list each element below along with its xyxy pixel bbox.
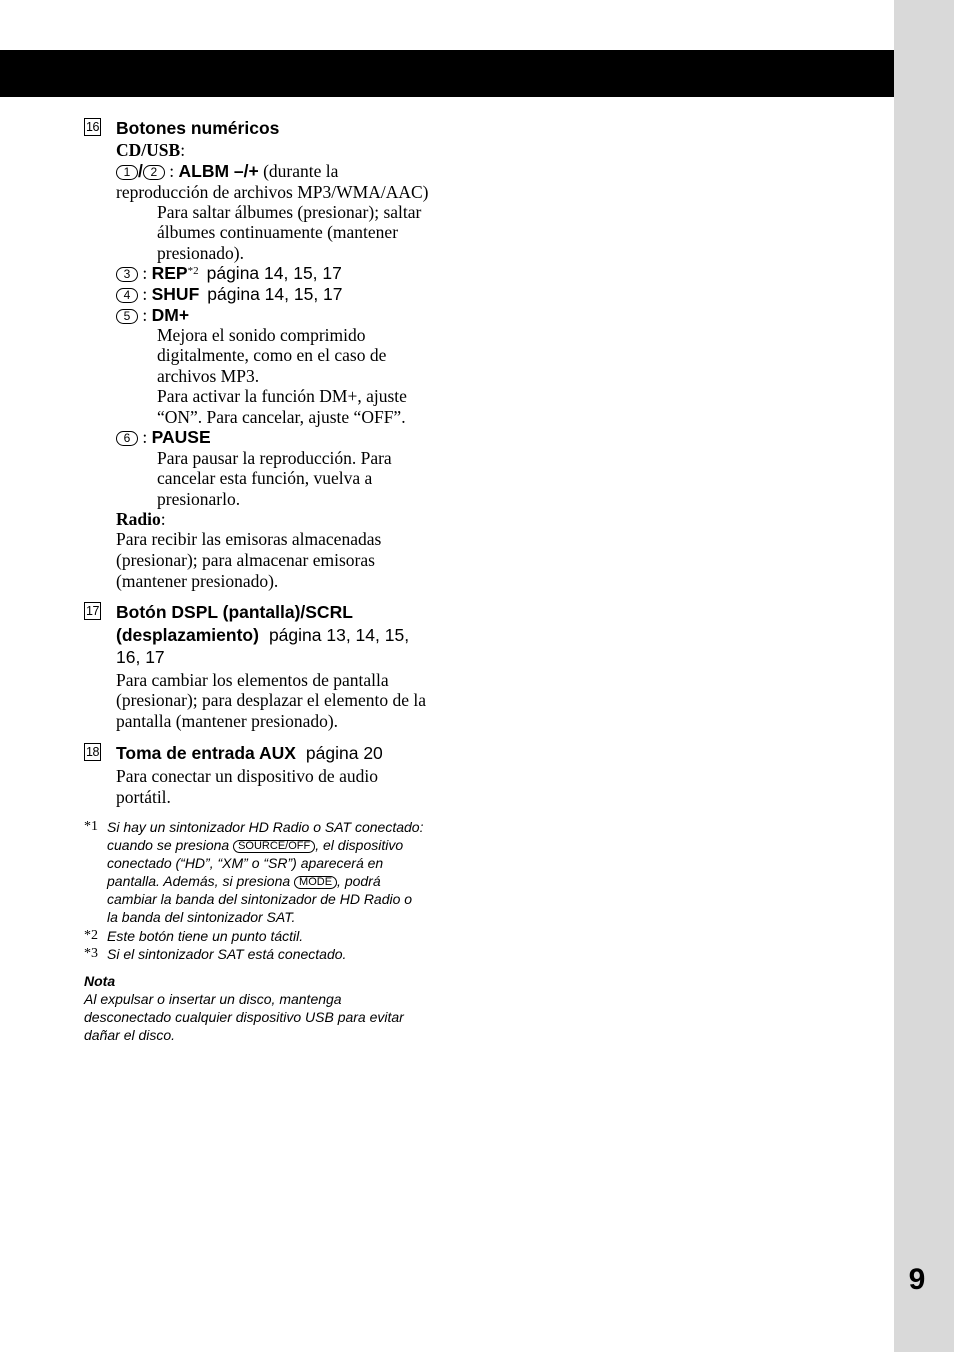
rep-footnote-ref: *2 bbox=[187, 265, 199, 277]
note-line-1: Al expulsar o insertar un disco, mantenga bbox=[84, 991, 342, 1007]
radio-label: Radio bbox=[116, 509, 161, 529]
button-6-icon: 6 bbox=[116, 431, 138, 446]
header-bar bbox=[0, 50, 894, 97]
cdusb-label: CD/USB bbox=[116, 140, 181, 160]
footnote-1-mark: *1 bbox=[84, 819, 98, 834]
page-sidebar bbox=[894, 0, 954, 1352]
button-2-icon: 2 bbox=[143, 165, 165, 180]
dm-desc-4: Para activar la función DM+, ajuste bbox=[157, 386, 407, 406]
item18-title-line bbox=[116, 743, 383, 763]
item16-title: Botones numéricos bbox=[116, 118, 280, 138]
item18-desc-2: portátil. bbox=[116, 787, 171, 807]
item17-title-1: Botón DSPL (pantalla)/SCRL bbox=[116, 602, 353, 622]
item-number-17: 17 bbox=[84, 602, 101, 620]
item18-desc-1: Para conectar un dispositivo de audio bbox=[116, 766, 378, 786]
albm-note-2: reproducción de archivos MP3/WMA/AAC) bbox=[116, 182, 429, 202]
note-line-2: desconectado cualquier dispositivo USB para evitar bbox=[84, 1009, 404, 1025]
colon: : bbox=[142, 305, 148, 325]
footnote-1-line-2 bbox=[107, 836, 403, 854]
footnote-1-line-4 bbox=[107, 872, 381, 890]
button-3-icon: 3 bbox=[116, 267, 138, 282]
albm-line bbox=[116, 161, 338, 181]
pause-desc-1: Para pausar la reproducción. Para bbox=[157, 448, 392, 468]
dm-desc-3: archivos MP3. bbox=[157, 366, 260, 386]
footnote-1-line-1: Si hay un sintonizador HD Radio o SAT conectado: bbox=[107, 819, 424, 835]
shuf-label: SHUF bbox=[151, 284, 200, 304]
item17-title-2 bbox=[116, 625, 409, 645]
item17-page-2: 16, 17 bbox=[116, 647, 165, 667]
albm-desc-3: presionado). bbox=[157, 243, 244, 263]
fn1-text-b: , el dispositivo bbox=[315, 837, 404, 853]
button-1-icon: 1 bbox=[116, 165, 138, 180]
albm-desc-1: Para saltar álbumes (presionar); saltar bbox=[157, 202, 422, 222]
fn1-text-d: , podrá bbox=[337, 873, 381, 889]
button-5-icon: 5 bbox=[116, 309, 138, 324]
page-number: 9 bbox=[908, 1263, 926, 1296]
dm-line bbox=[116, 305, 189, 325]
button-4-icon: 4 bbox=[116, 288, 138, 303]
dm-label: DM+ bbox=[151, 305, 190, 325]
note-title: Nota bbox=[84, 973, 116, 989]
footnote-1-line-6: la banda del sintonizador SAT. bbox=[107, 909, 296, 925]
footnote-1-line-3: conectado (“HD”, “XM” o “SR”) aparecerá en bbox=[107, 855, 384, 871]
item17-desc-3: pantalla (mantener presionado). bbox=[116, 711, 339, 731]
item18-title: Toma de entrada AUX bbox=[116, 743, 296, 763]
footnote-2: Este botón tiene un punto táctil. bbox=[107, 928, 304, 944]
radio-desc-2: (presionar); para almacenar emisoras bbox=[116, 550, 375, 570]
fn1-text-a: cuando se presiona bbox=[107, 837, 230, 853]
albm-note: (durante la bbox=[263, 161, 339, 181]
albm-label: ALBM –/+ bbox=[178, 161, 259, 181]
rep-label: REP bbox=[151, 263, 188, 283]
slash: / bbox=[138, 161, 143, 181]
radio-desc-1: Para recibir las emisoras almacenadas bbox=[116, 529, 382, 549]
item18-page: página 20 bbox=[305, 743, 383, 763]
colon: : bbox=[180, 140, 186, 160]
footnote-1-line-5: cambiar la banda del sintonizador de HD Radio o bbox=[107, 891, 413, 907]
footnote-3-mark: *3 bbox=[84, 946, 98, 961]
colon: : bbox=[142, 427, 148, 447]
source-off-button-icon: SOURCE/OFF bbox=[233, 840, 315, 853]
colon: : bbox=[142, 284, 148, 304]
pause-desc-2: cancelar esta función, vuelva a bbox=[157, 468, 373, 488]
dm-desc-5: “ON”. Para cancelar, ajuste “OFF”. bbox=[157, 407, 406, 427]
item17-desc-1: Para cambiar los elementos de pantalla bbox=[116, 670, 389, 690]
dm-desc-1: Mejora el sonido comprimido bbox=[157, 325, 366, 345]
colon: : bbox=[142, 263, 148, 283]
radio-desc-3: (mantener presionado). bbox=[116, 571, 279, 591]
item17-title-bold: (desplazamiento) bbox=[116, 625, 259, 645]
colon: : bbox=[160, 509, 166, 529]
shuf-page: página 14, 15, 17 bbox=[207, 284, 343, 304]
mode-button-icon: MODE bbox=[294, 876, 337, 889]
shuf-line bbox=[116, 284, 343, 304]
pause-line bbox=[116, 427, 211, 447]
rep-line bbox=[116, 263, 342, 283]
item17-desc-2: (presionar); para desplazar el elemento de la bbox=[116, 690, 426, 710]
cdusb-heading bbox=[116, 140, 185, 160]
dm-desc-2: digitalmente, como en el caso de bbox=[157, 345, 387, 365]
radio-heading bbox=[116, 509, 166, 529]
rep-page: página 14, 15, 17 bbox=[206, 263, 342, 283]
item-number-18: 18 bbox=[84, 743, 101, 761]
footnote-2-mark: *2 bbox=[84, 928, 98, 943]
item17-page-1: página 13, 14, 15, bbox=[268, 625, 410, 645]
fn1-text-c: pantalla. Además, si presiona bbox=[107, 873, 291, 889]
note-line-3: dañar el disco. bbox=[84, 1027, 176, 1043]
pause-desc-3: presionarlo. bbox=[157, 489, 241, 509]
footnote-3: Si el sintonizador SAT está conectado. bbox=[107, 946, 347, 962]
colon: : bbox=[169, 161, 175, 181]
item-number-16: 16 bbox=[84, 118, 101, 136]
pause-label: PAUSE bbox=[151, 427, 211, 447]
albm-desc-2: álbumes continuamente (mantener bbox=[157, 222, 399, 242]
